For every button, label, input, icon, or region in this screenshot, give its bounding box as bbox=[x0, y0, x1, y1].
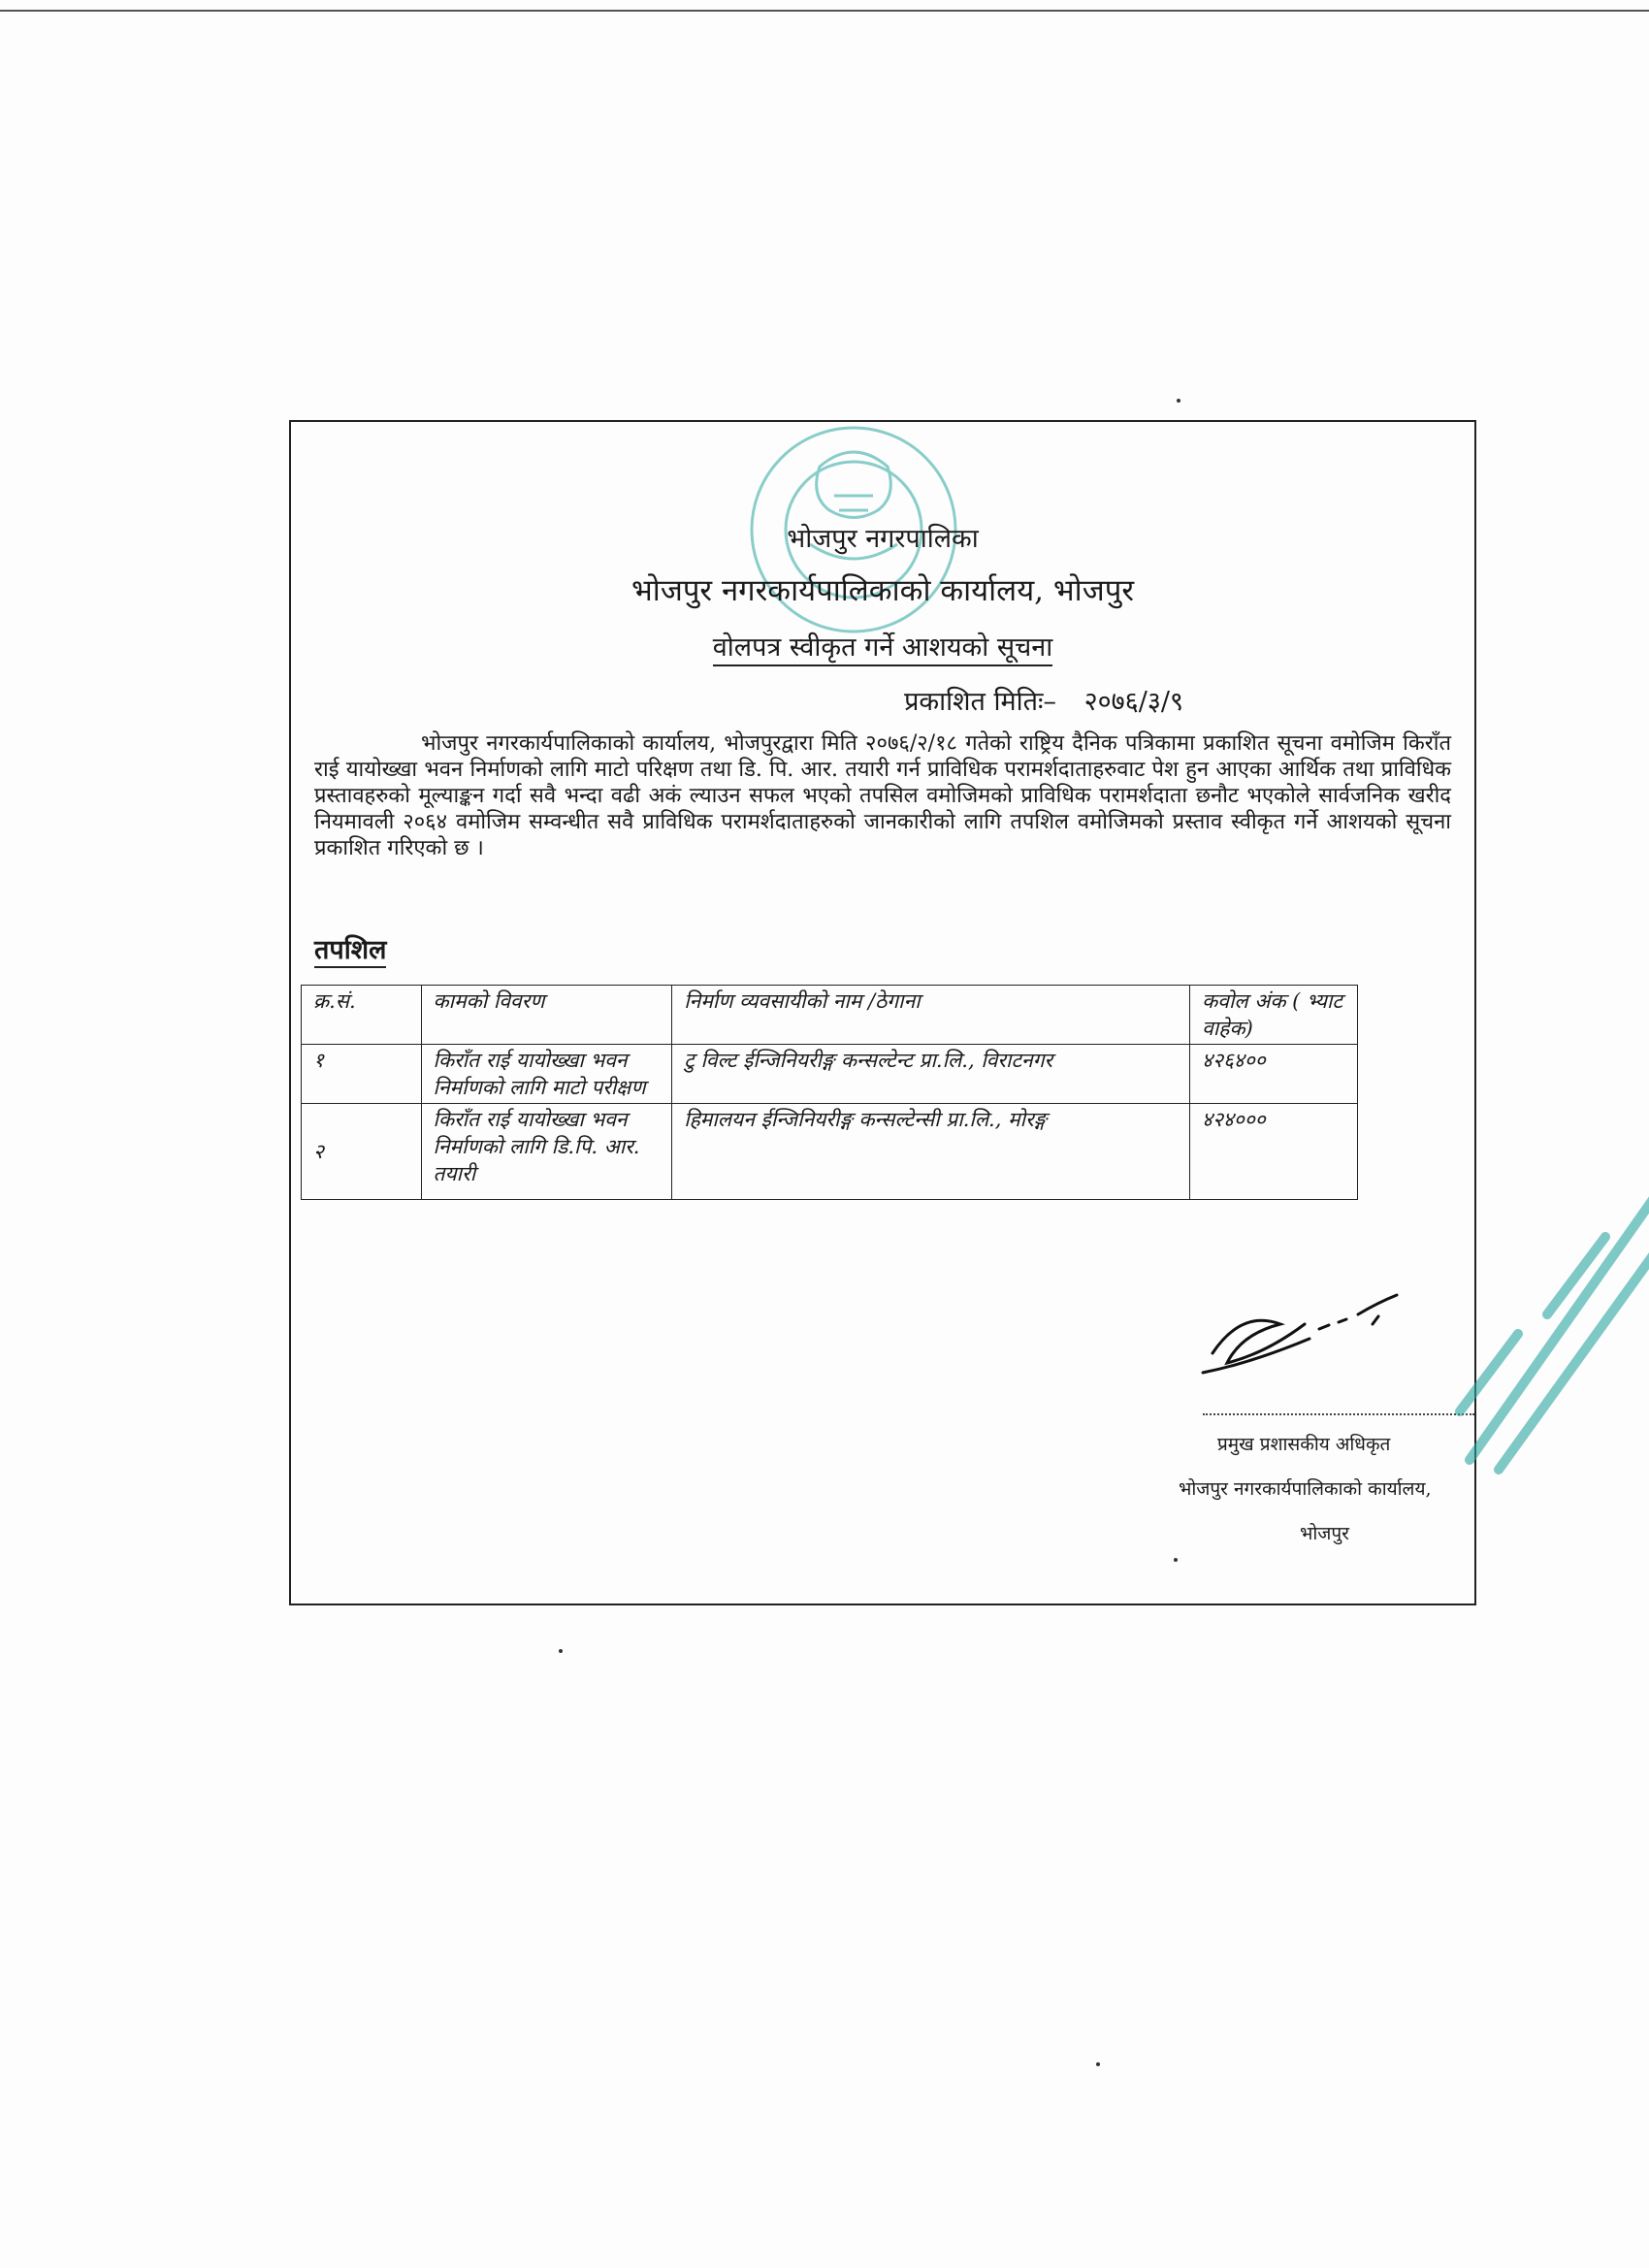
cell-work-description: किराँत राई यायोख्खा भवन निर्माणको लागि डि.पि. आर. तयारी bbox=[421, 1104, 672, 1200]
table-header-row bbox=[302, 986, 1358, 1045]
cell-bid-amount: ४२४००० bbox=[1190, 1104, 1358, 1200]
signatory-title: प्रमुख प्रशासकीय अधिकृत bbox=[1217, 1434, 1391, 1455]
tapasil-table bbox=[301, 985, 1358, 1200]
header-consultant-name: निर्माण व्यवसायीको नाम /ठेगाना bbox=[672, 986, 1190, 1045]
cell-bid-amount: ४२६४०० bbox=[1190, 1045, 1358, 1104]
cell-serial: २ bbox=[302, 1104, 422, 1200]
table-row bbox=[302, 1045, 1358, 1104]
publish-date bbox=[904, 682, 1183, 718]
cell-work-description: किराँत राई यायोख्खा भवन निर्माणको लागि माटो परीक्षण bbox=[421, 1045, 672, 1104]
publish-date-label: प्रकाशित मितिः– bbox=[904, 687, 1056, 717]
header-work-description: कामको विवरण bbox=[421, 986, 672, 1045]
notice-body-text: भोजपुर नगरकार्यपालिकाको कार्यालय, भोजपुरद्वारा मिति २०७६/२/१८ गतेको राष्ट्रिय दैनिक पत्रिकामा प्रकाशित सूचना वमोजिम किराँत राई यायोख्खा भवन निर्माणको लागि माटो परिक्षण तथा डि. पि. आर. तयारी गर्न प्राविधिक परामर्शदाताहरुवाट पेश हुन आएका आर्थिक तथा प्राविधिक प्रस्तावहरुको मूल्याङ्कन गर्दा सवै भन्दा वढी अकं ल्याउन सफल भएको तपसिल वमोजिमको प्राविधिक परामर्शदाता छनौट भएकोले सार्वजनिक खरीद नियमावली २०६४ वमोजिम सम्वन्धीत सवै प्राविधिक परामर्शदाताहरुको जानकारीको लागि तपशिल वमोजिमको प्रस्ताव स्वीकृत गर्ने आशयको सूचना प्रकाशित गरिएको छ । bbox=[314, 731, 1451, 860]
signatory-place: भोजपुर bbox=[1300, 1523, 1349, 1544]
scan-speck bbox=[1177, 399, 1180, 403]
table-row bbox=[302, 1104, 1358, 1200]
officer-seal-icon bbox=[1431, 1169, 1649, 1489]
cell-consultant-name: हिमालयन ईन्जिनियरीङ्ग कन्सल्टेन्सी प्रा.लि., मोरङ्ग bbox=[672, 1104, 1190, 1200]
signatory-office: भोजपुर नगरकार्यपालिकाको कार्यालय, bbox=[1179, 1478, 1432, 1500]
publish-date-value: २०७६/३/९ bbox=[1083, 687, 1183, 717]
handwritten-signature-icon bbox=[1193, 1285, 1416, 1392]
municipality-name: भोजपुर नगरपालिका bbox=[787, 524, 979, 554]
header-serial: क्र.सं. bbox=[302, 986, 422, 1045]
page-top-rule bbox=[0, 10, 1649, 12]
notice-subject: वोलपत्र स्वीकृत गर्ने आशयको सूचना bbox=[291, 628, 1474, 664]
header-bid-amount: कवोल अंक ( भ्याट वाहेक) bbox=[1190, 986, 1358, 1045]
cell-serial: १ bbox=[302, 1045, 422, 1104]
table-title: तपशिल bbox=[314, 930, 386, 968]
notice-document bbox=[289, 420, 1476, 1605]
scan-speck bbox=[1096, 2062, 1100, 2066]
scan-speck bbox=[559, 1649, 563, 1653]
office-name: भोजपुर नगरकार्यपालिकाको कार्यालय, भोजपुर bbox=[631, 573, 1134, 608]
cell-consultant-name: टु विल्ट ईन्जिनियरीङ्ग कन्सल्टेन्ट प्रा.लि., विराटनगर bbox=[672, 1045, 1190, 1104]
